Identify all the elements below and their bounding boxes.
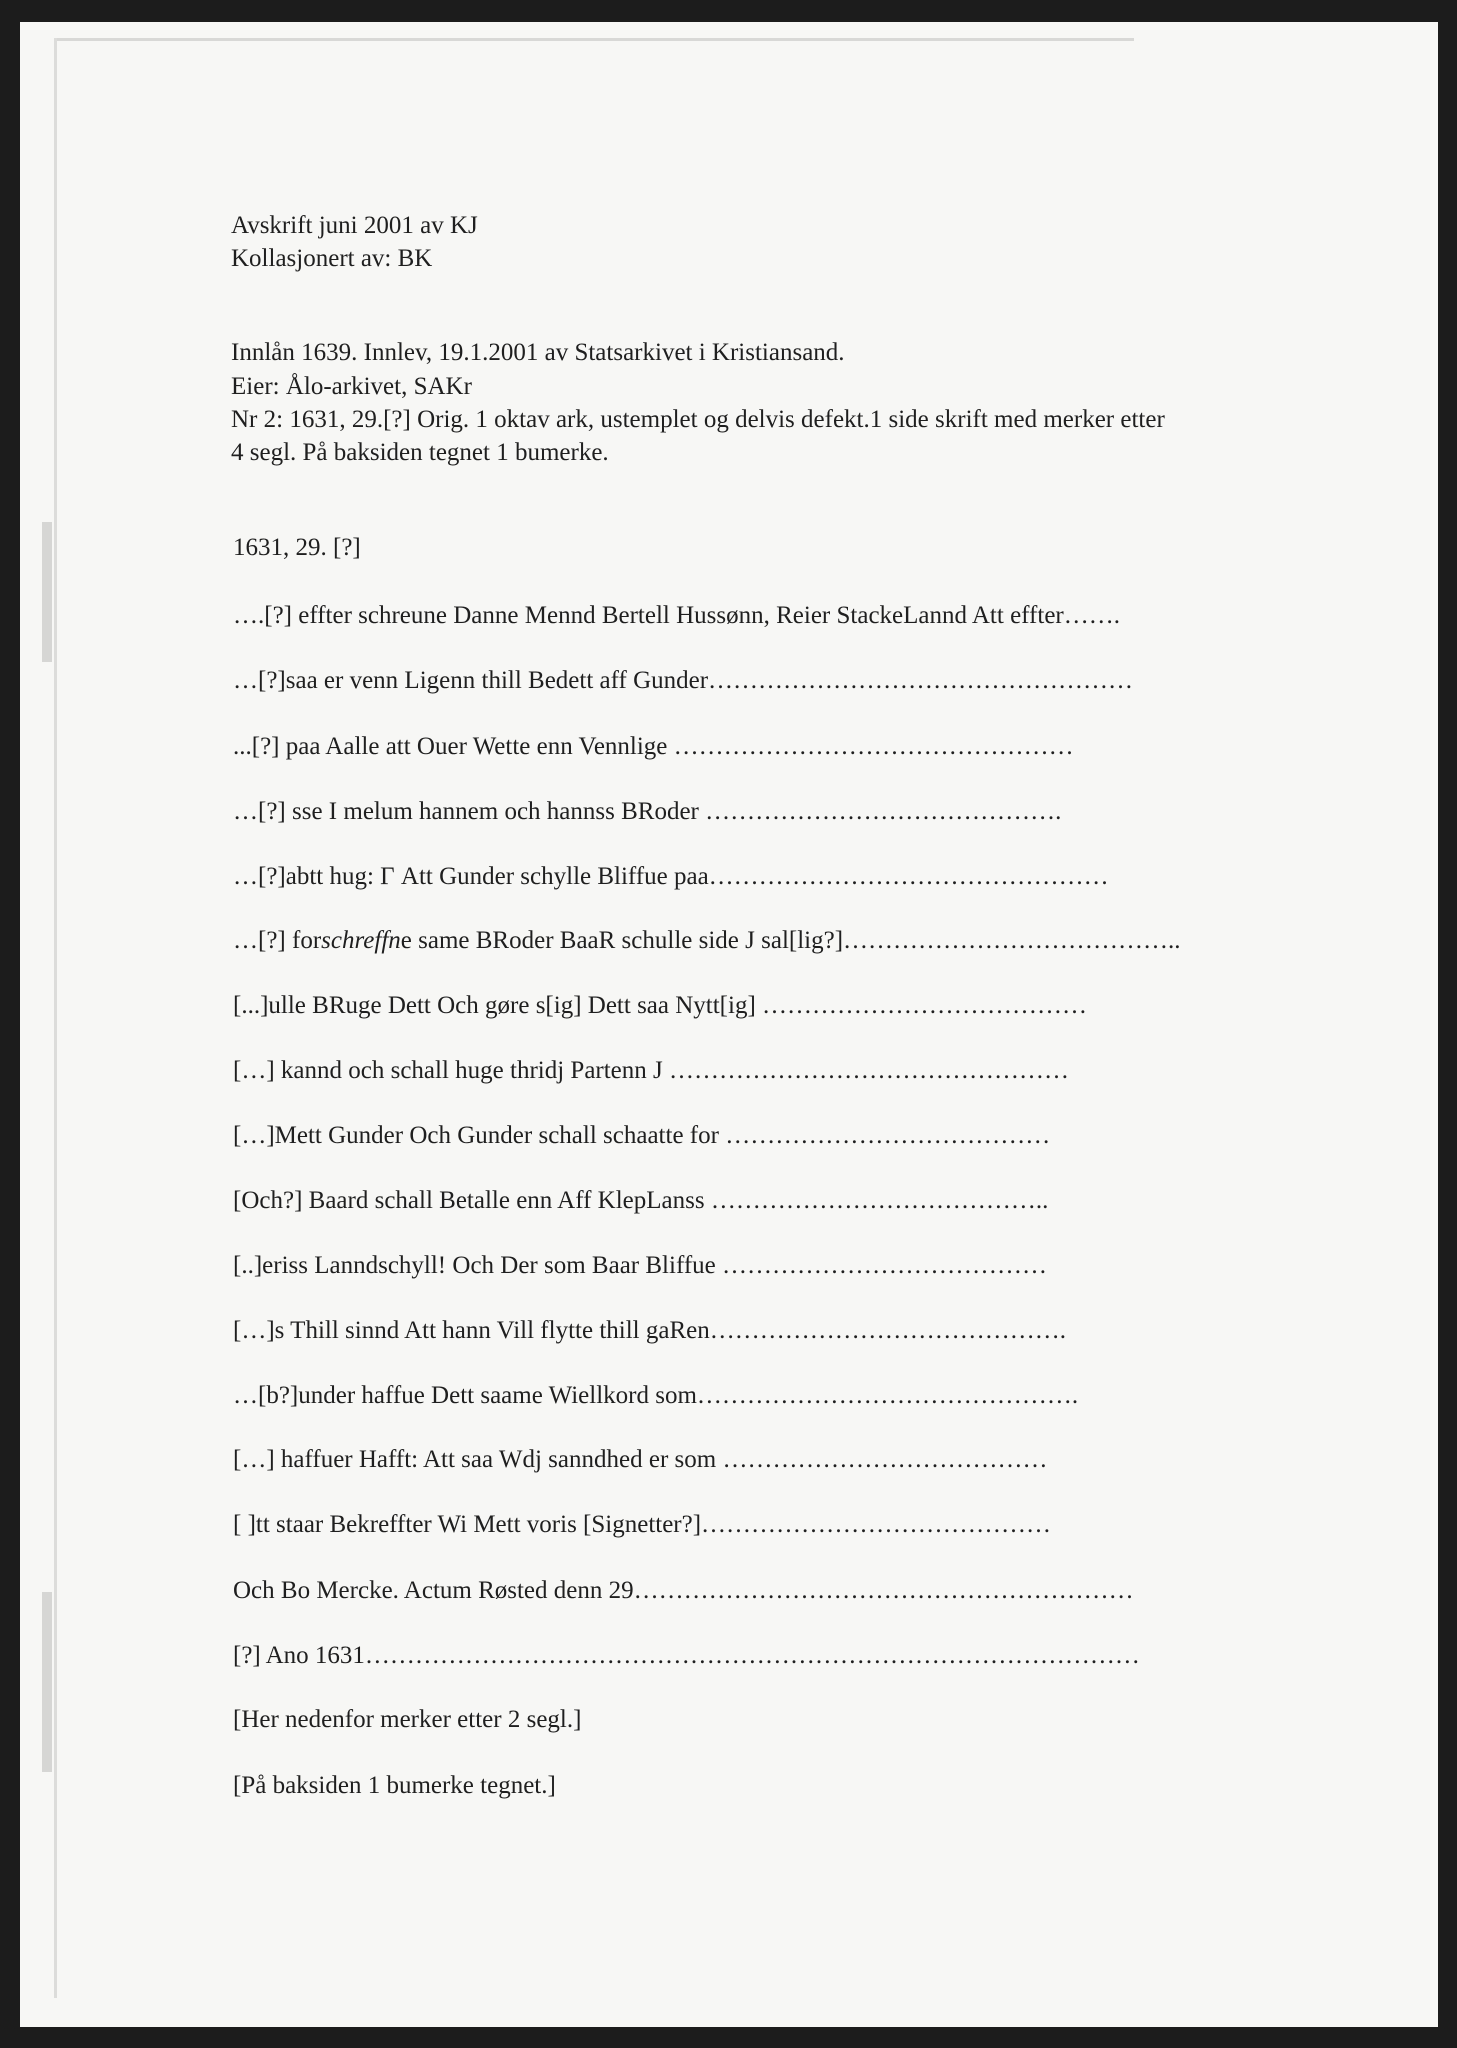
transcript-line: […]Mett Gunder Och Gunder schall schaatte for ………………………………… (233, 1122, 1051, 1149)
page-edge-top (54, 38, 1134, 41)
line-prefix: …[?] for (233, 927, 322, 954)
transcript-line: ….[?] effter schreune Danne Mennd Bertell Hussønn, Reier StackeLannd Att effter……. (233, 602, 1120, 629)
page-edge-left (54, 38, 57, 1998)
transcript-line: […] haffuer Hafft: Att saa Wdj sanndhed er som ………………………………… (233, 1446, 1048, 1473)
line-suffix: e same BRoder BaaR schulle side J sal[lig?]………………………………….. (400, 927, 1181, 954)
collation-credit: Kollasjonert av: BK (231, 245, 433, 272)
loan-info: Innlån 1639. Innlev, 19.1.2001 av Statsarkivet i Kristiansand. (231, 339, 845, 366)
transcription-credit: Avskrift juni 2001 av KJ (231, 212, 478, 239)
item-description-cont: 4 segl. På baksiden tegnet 1 bumerke. (231, 439, 609, 466)
transcript-line: […]s Thill sinnd Att hann Vill flytte thill gaRen……………………………………. (233, 1317, 1066, 1344)
margin-smudge (42, 522, 52, 662)
transcript-line: [ ]tt staar Bekreffter Wi Mett voris [Signetter?]…………………………………… (233, 1511, 1052, 1538)
transcript-line: […] kannd och schall huge thridj Partenn J ………………………………………… (233, 1057, 1070, 1084)
transcript-line: [?] Ano 1631………………………………………………………………………………… (233, 1642, 1140, 1669)
transcript-line: …[?] sse I melum hannem och hannss BRoder ……………………………………. (233, 798, 1062, 825)
date-heading: 1631, 29. [?] (233, 534, 361, 561)
editorial-note: [Her nedenfor merker etter 2 segl.] (233, 1706, 582, 1733)
owner-info: Eier: Ålo-arkivet, SAKr (231, 373, 472, 400)
editorial-note: [På baksiden 1 bumerke tegnet.] (233, 1772, 556, 1799)
transcript-line: ...[?] paa Aalle att Ouer Wette enn Vennlige ………………………………………… (233, 733, 1074, 760)
margin-smudge (42, 1592, 52, 1772)
transcript-line: [Och?] Baard schall Betalle enn Aff KlepLanss ………………………………….. (233, 1187, 1049, 1214)
transcript-line: Och Bo Mercke. Actum Røsted denn 29…………………………………………………… (233, 1577, 1134, 1604)
transcript-line-italic (233, 927, 1181, 955)
item-description: Nr 2: 1631, 29.[?] Orig. 1 oktav ark, ustemplet og delvis defekt.1 side skrift med merker etter (231, 406, 1165, 433)
transcript-line: [...]ulle BRuge Dett Och gøre s[ig] Dett saa Nytt[ig] ………………………………… (233, 992, 1088, 1019)
transcript-line: [..]eriss Lanndschyll! Och Der som Baar Bliffue ………………………………… (233, 1252, 1047, 1279)
transcript-line: …[b?]under haffue Dett saame Wiellkord som………………………………………. (233, 1382, 1079, 1409)
italic-word: schreffn (321, 927, 401, 954)
transcript-line: …[?]saa er venn Ligenn thill Bedett aff Gunder…………………………………………… (233, 667, 1134, 694)
transcript-line: …[?]abtt hug: Γ Att Gunder schylle Bliffue paa………………………………………… (233, 863, 1109, 890)
document-page (20, 22, 1438, 2027)
